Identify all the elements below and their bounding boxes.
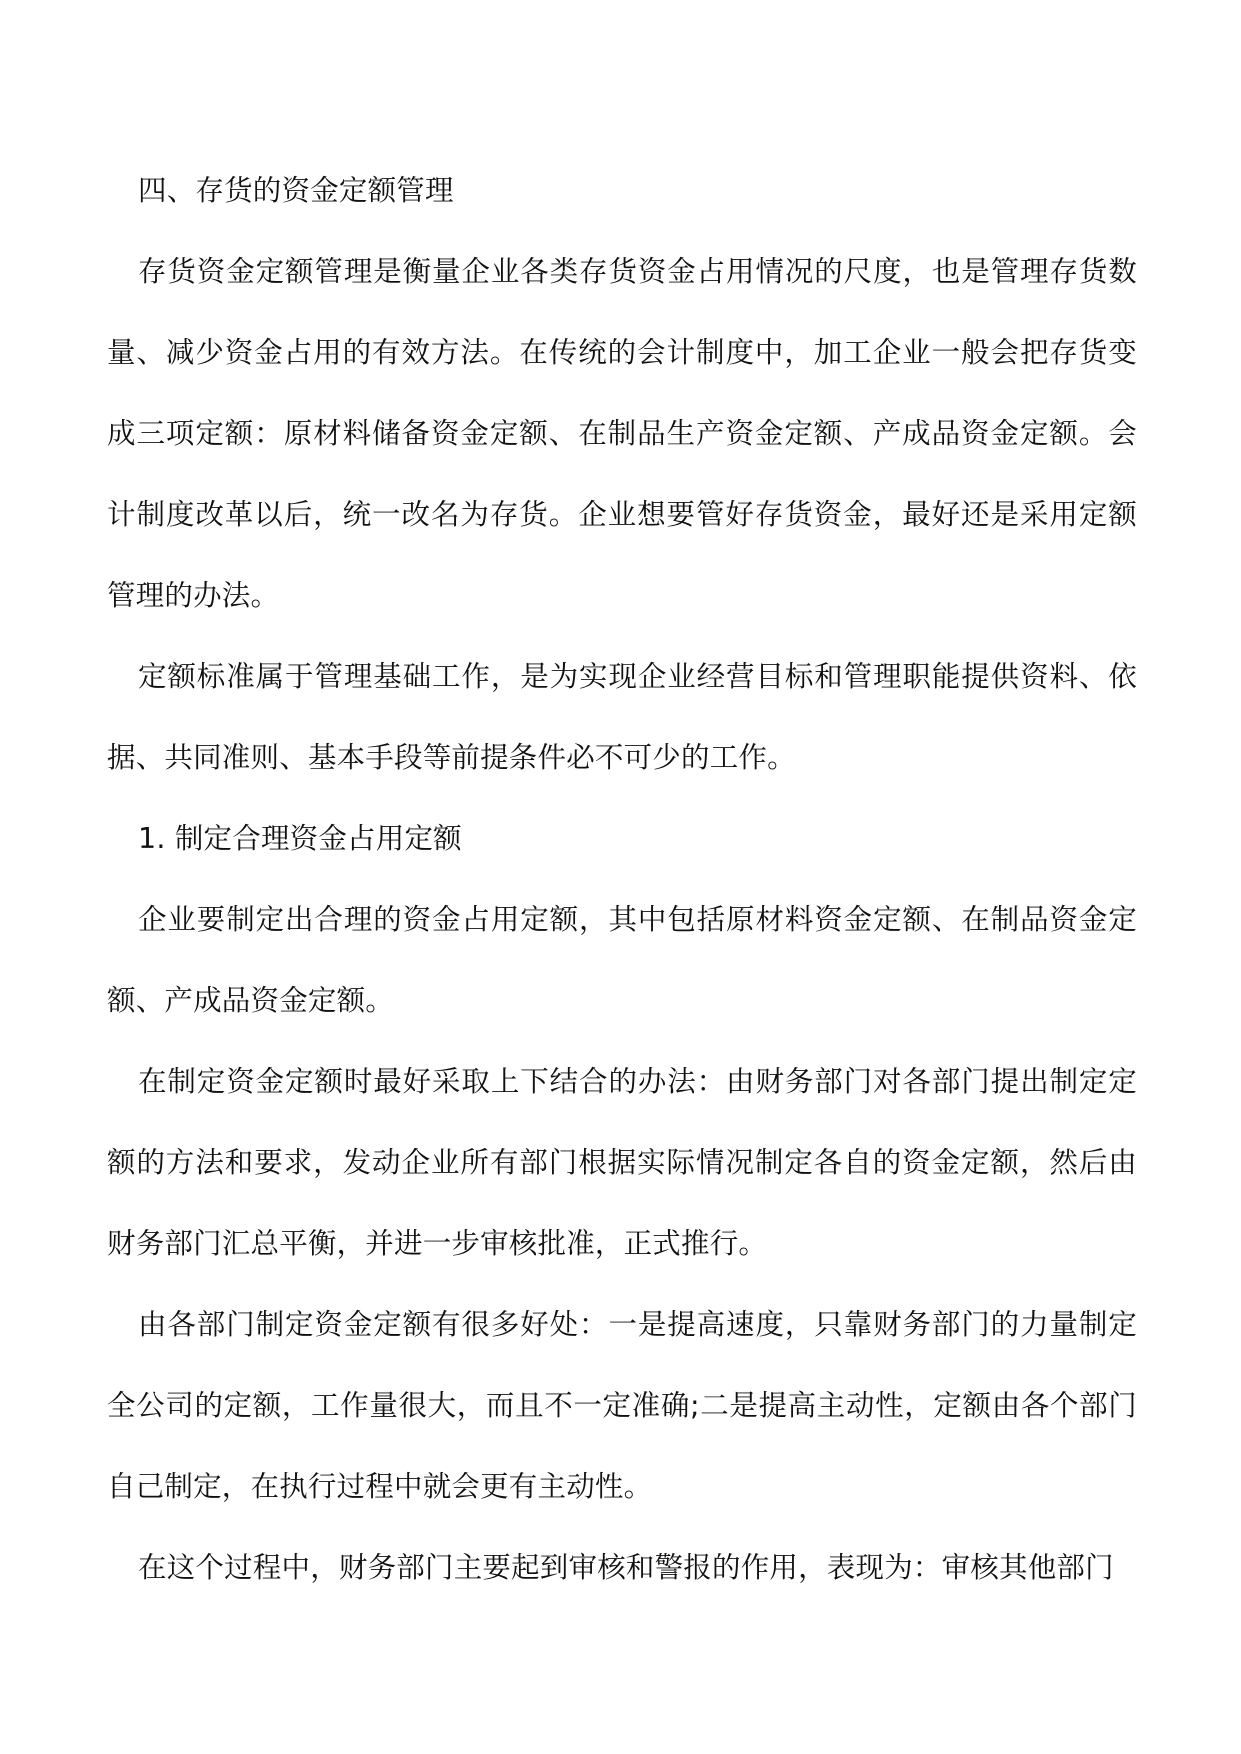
section-heading: 四、存货的资金定额管理: [138, 174, 454, 207]
body-paragraph: 由各部门制定资金定额有很多好处：一是提高速度，只靠财务部门的力量制定全公司的定额，工作量很大，而且不一定准确;二是提高主动性，定额由各个部门自己制定，在执行过程中就会更有主动性。: [107, 1308, 1137, 1503]
body-paragraph: 定额标准属于管理基础工作，是为实现企业经营目标和管理职能提供资料、依据、共同准则、基本手段等前提条件必不可少的工作。: [107, 660, 1137, 774]
subsection-heading: 1. 制定合理资金占用定额: [138, 822, 462, 855]
body-paragraph: 在这个过程中，财务部门主要起到审核和警报的作用，表现为：审核其他部门: [138, 1551, 1114, 1584]
body-paragraph: 在制定资金定额时最好采取上下结合的办法：由财务部门对各部门提出制定定额的方法和要求，发动企业所有部门根据实际情况制定各自的资金定额，然后由财务部门汇总平衡，并进一步审核批准，正式推行。: [107, 1065, 1137, 1260]
body-paragraph: 存货资金定额管理是衡量企业各类存货资金占用情况的尺度，也是管理存货数量、减少资金占用的有效方法。在传统的会计制度中，加工企业一般会把存货变成三项定额：原材料储备资金定额、在制品生产资金定额、产成品资金定额。会计制度改革以后，统一改名为存货。企业想要管好存货资金，最好还是采用定额管理的办法。: [107, 255, 1137, 612]
document-page: [107, 150, 1137, 1608]
body-paragraph: 企业要制定出合理的资金占用定额，其中包括原材料资金定额、在制品资金定额、产成品资金定额。: [107, 903, 1137, 1017]
